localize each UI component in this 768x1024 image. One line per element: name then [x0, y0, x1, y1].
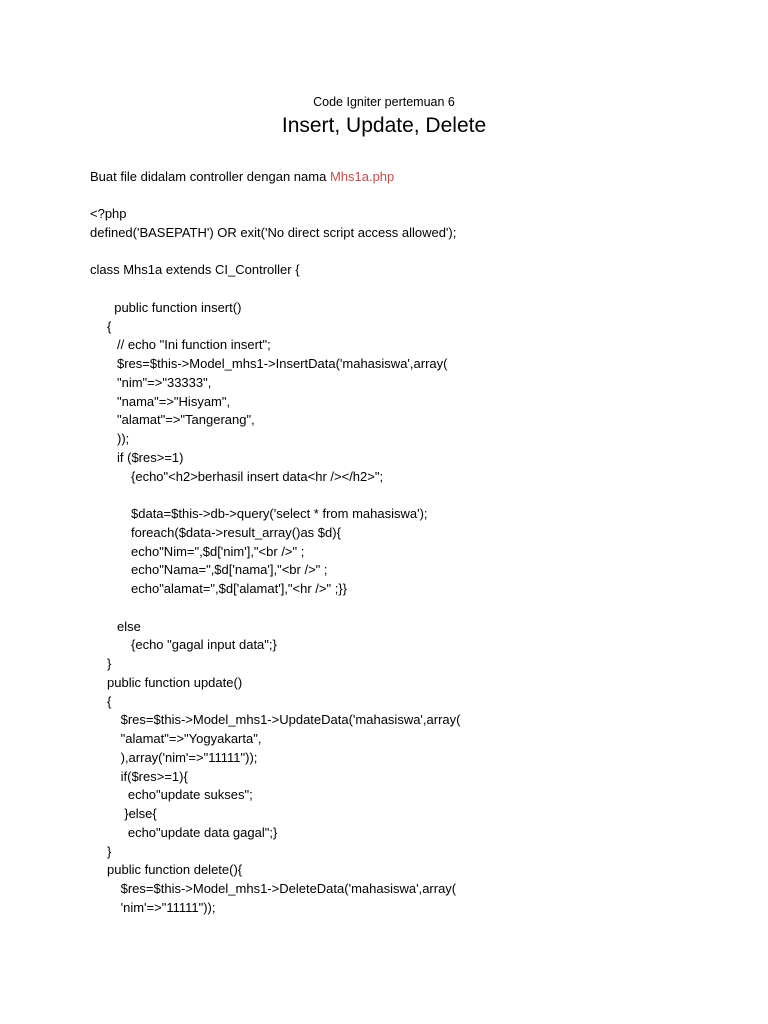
code-line: $res=$this->Model_mhs1->UpdateData('mahasiswa',array( [117, 712, 461, 728]
code-line: $res=$this->Model_mhs1->DeleteData('mahasiswa',array( [117, 881, 457, 896]
code-line: class Mhs1a extends CI_Controller { [90, 262, 300, 278]
code-line: public function delete(){ [107, 862, 243, 878]
document-title: Insert, Update, Delete [281, 114, 487, 137]
code-line: {echo"<h2>berhasil insert data<hr /></h2>"; [131, 468, 384, 484]
code-line: if($res>=1){ [117, 768, 188, 784]
code-line: echo"Nim=",$d['nim'],"<br />" ; [131, 543, 305, 559]
code-line: if ($res>=1) [117, 449, 184, 465]
intro-text: Buat file didalam controller dengan nama [90, 169, 330, 184]
code-line [90, 243, 460, 262]
code-line: ),array('nim'=>"11111")); [117, 749, 258, 765]
code-line: "nim"=>"33333", [117, 374, 212, 390]
code-line: else [117, 618, 141, 634]
code-line: "nama"=>"Hisyam", [117, 393, 231, 409]
code-line: <?php [90, 206, 127, 221]
code-line: {echo "gagal input data";} [131, 637, 277, 653]
code-line: echo"update data gagal";} [117, 824, 278, 840]
code-line: }else{ [117, 806, 157, 821]
code-line: foreach($data->result_array()as $d){ [131, 524, 341, 540]
code-line: // echo "Ini function insert"; [117, 337, 271, 353]
code-line: $data=$this->db->query('select * from mahasiswa'); [131, 506, 428, 521]
code-line: { [107, 693, 112, 709]
code-line: } [107, 843, 112, 859]
code-line: echo"update sukses"; [117, 787, 253, 803]
code-line: echo"alamat=",$d['alamat'],"<hr />" ;}} [131, 581, 348, 596]
code-line: 'nim'=>"11111")); [117, 899, 216, 915]
intro-filename: Mhs1a.php [329, 169, 395, 184]
code-line: { [107, 318, 112, 334]
code-block [90, 205, 460, 918]
code-line: )); [117, 431, 130, 446]
code-line: echo"Nama=",$d['nama'],"<br />" ; [131, 562, 328, 578]
code-line: $res=$this->Model_mhs1->InsertData('mahasiswa',array( [117, 356, 448, 371]
intro-paragraph [90, 168, 394, 186]
code-line: public function update() [107, 674, 243, 690]
code-line [90, 280, 460, 299]
code-line: "alamat"=>"Tangerang", [117, 412, 255, 428]
code-line [90, 486, 460, 505]
document-subtitle: Code Igniter pertemuan 6 [313, 95, 455, 109]
code-line: public function insert() [107, 299, 242, 315]
code-line: defined('BASEPATH') OR exit('No direct script access allowed'); [90, 224, 457, 240]
code-line: } [107, 656, 112, 671]
code-line: "alamat"=>"Yogyakarta", [117, 731, 262, 746]
code-line [90, 599, 460, 618]
